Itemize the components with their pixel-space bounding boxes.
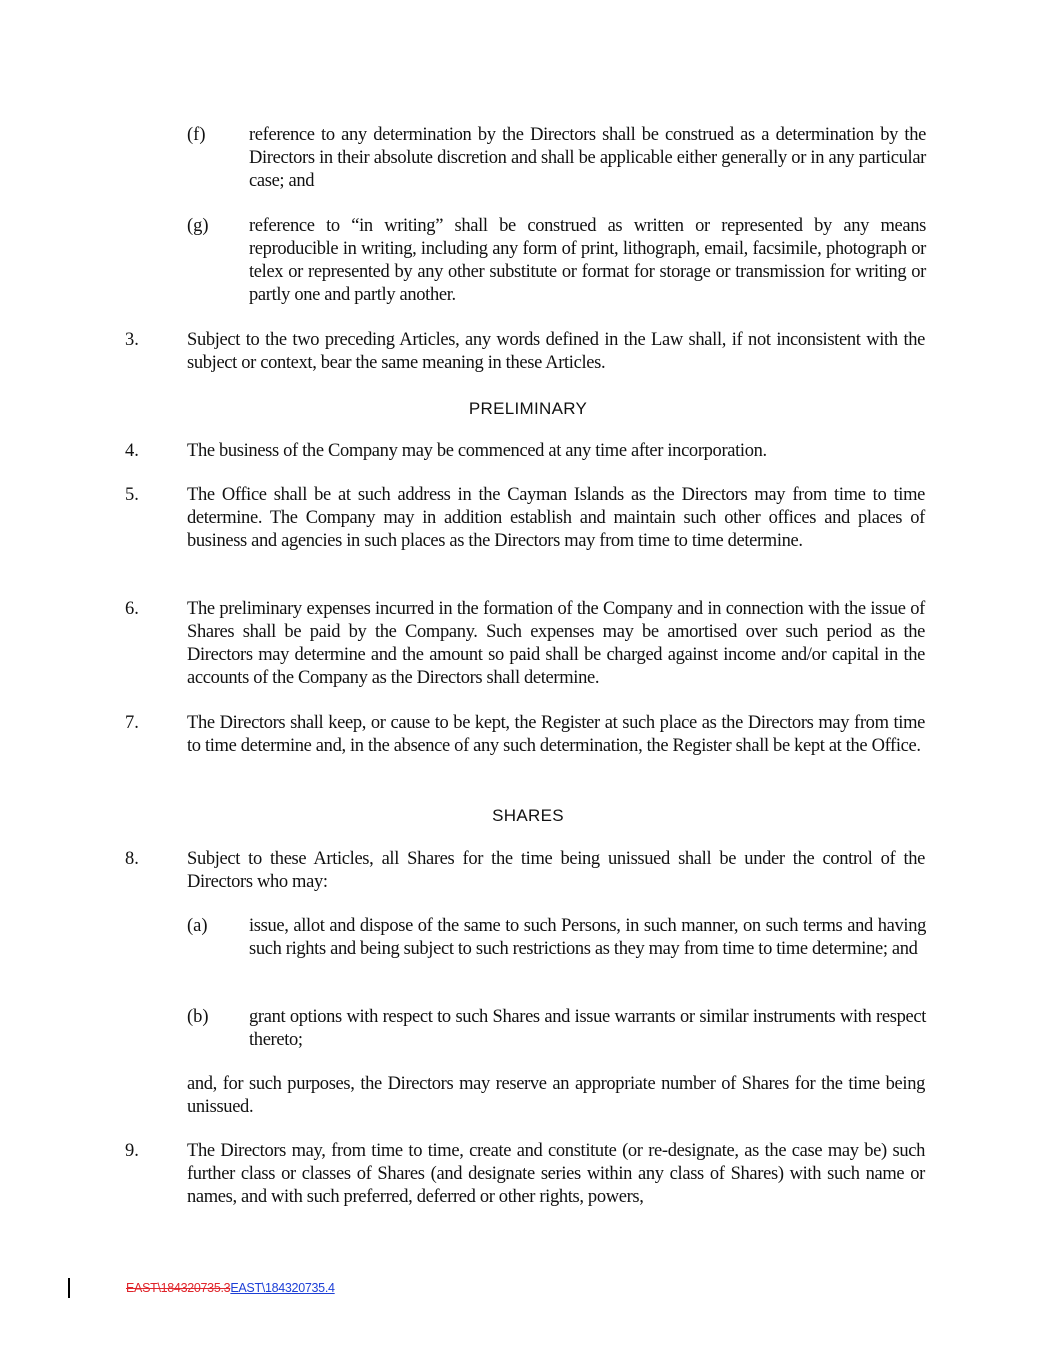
item-b-label: (b) <box>187 1007 209 1027</box>
document-reference-footer <box>126 1280 335 1296</box>
clause-7 <box>125 712 925 758</box>
item-g <box>187 215 926 307</box>
item-a-label: (a) <box>187 916 208 936</box>
clause-8-continuation: and, for such purposes, the Directors may reserve an appropriate number of Shares for the time being unissued. <box>187 1074 925 1117</box>
item-f-label: (f) <box>187 125 206 145</box>
clause-4 <box>125 440 925 463</box>
clause-4-number: 4. <box>125 441 139 461</box>
clause-9-text: The Directors may, from time to time, create and constitute (or re-designate, as the case may be) such further class or classes of Shares (and designate series within any class of Shares) with such name or names, and with such preferred, deferred or other rights, powers, <box>187 1141 925 1207</box>
item-a-text: issue, allot and dispose of the same to such Persons, in such manner, on such terms and having such rights and being subject to such restrictions as they may from time to time determine; and <box>249 916 926 959</box>
clause-5-number: 5. <box>125 485 139 505</box>
clause-9 <box>125 1140 925 1209</box>
item-g-label: (g) <box>187 216 209 236</box>
clause-3-text: Subject to the two preceding Articles, any words defined in the Law shall, if not inconsistent with the subject or context, bear the same meaning in these Articles. <box>187 330 925 373</box>
inserted-reference: EAST\184320735.4 <box>230 1281 335 1295</box>
item-a <box>187 915 926 961</box>
item-b <box>187 1006 926 1052</box>
heading-preliminary: PRELIMINARY <box>468 399 588 418</box>
clause-3-number: 3. <box>125 330 139 350</box>
clause-4-text: The business of the Company may be commenced at any time after incorporation. <box>187 441 767 461</box>
clause-8-number: 8. <box>125 849 139 869</box>
clause-5 <box>125 484 925 553</box>
item-b-text: grant options with respect to such Shares and issue warrants or similar instruments with respect thereto; <box>249 1007 926 1050</box>
item-f <box>187 124 926 193</box>
deleted-reference: EAST\184320735.3 <box>126 1281 231 1295</box>
clause-6-text: The preliminary expenses incurred in the formation of the Company and in connection with the issue of Shares shall be paid by the Company. Such expenses may be amortised over such period as the Directors may determine and the amount so paid shall be charged against income and/or capital in the accounts of the Company as the Directors shall determine. <box>187 599 925 688</box>
clause-8-text: Subject to these Articles, all Shares for the time being unissued shall be under the control of the Directors who may: <box>187 849 925 892</box>
clause-9-number: 9. <box>125 1141 139 1161</box>
clause-6-number: 6. <box>125 599 139 619</box>
clause-6 <box>125 598 925 690</box>
change-bar <box>68 1278 70 1298</box>
heading-shares: SHARES <box>492 806 564 825</box>
clause-8 <box>125 848 925 894</box>
clause-7-text: The Directors shall keep, or cause to be kept, the Register at such place as the Directors may from time to time determine and, in the absence of any such determination, the Register shall be kept at the Office. <box>187 713 925 756</box>
item-f-text: reference to any determination by the Directors shall be construed as a determination by the Directors in their absolute discretion and shall be applicable either generally or in any particular case; and <box>249 125 926 191</box>
clause-3 <box>125 329 925 375</box>
clause-5-text: The Office shall be at such address in the Cayman Islands as the Directors may from time to time determine. The Company may in addition establish and maintain such other offices and places of business and agencies in such places as the Directors may from time to time determine. <box>187 485 925 551</box>
item-g-text: reference to “in writing” shall be construed as written or represented by any means reproducible in writing, including any form of print, lithograph, email, facsimile, photograph or telex or represented by any other substitute or format for storage or transmission for writing or partly one and partly another. <box>249 216 926 305</box>
clause-7-number: 7. <box>125 713 139 733</box>
